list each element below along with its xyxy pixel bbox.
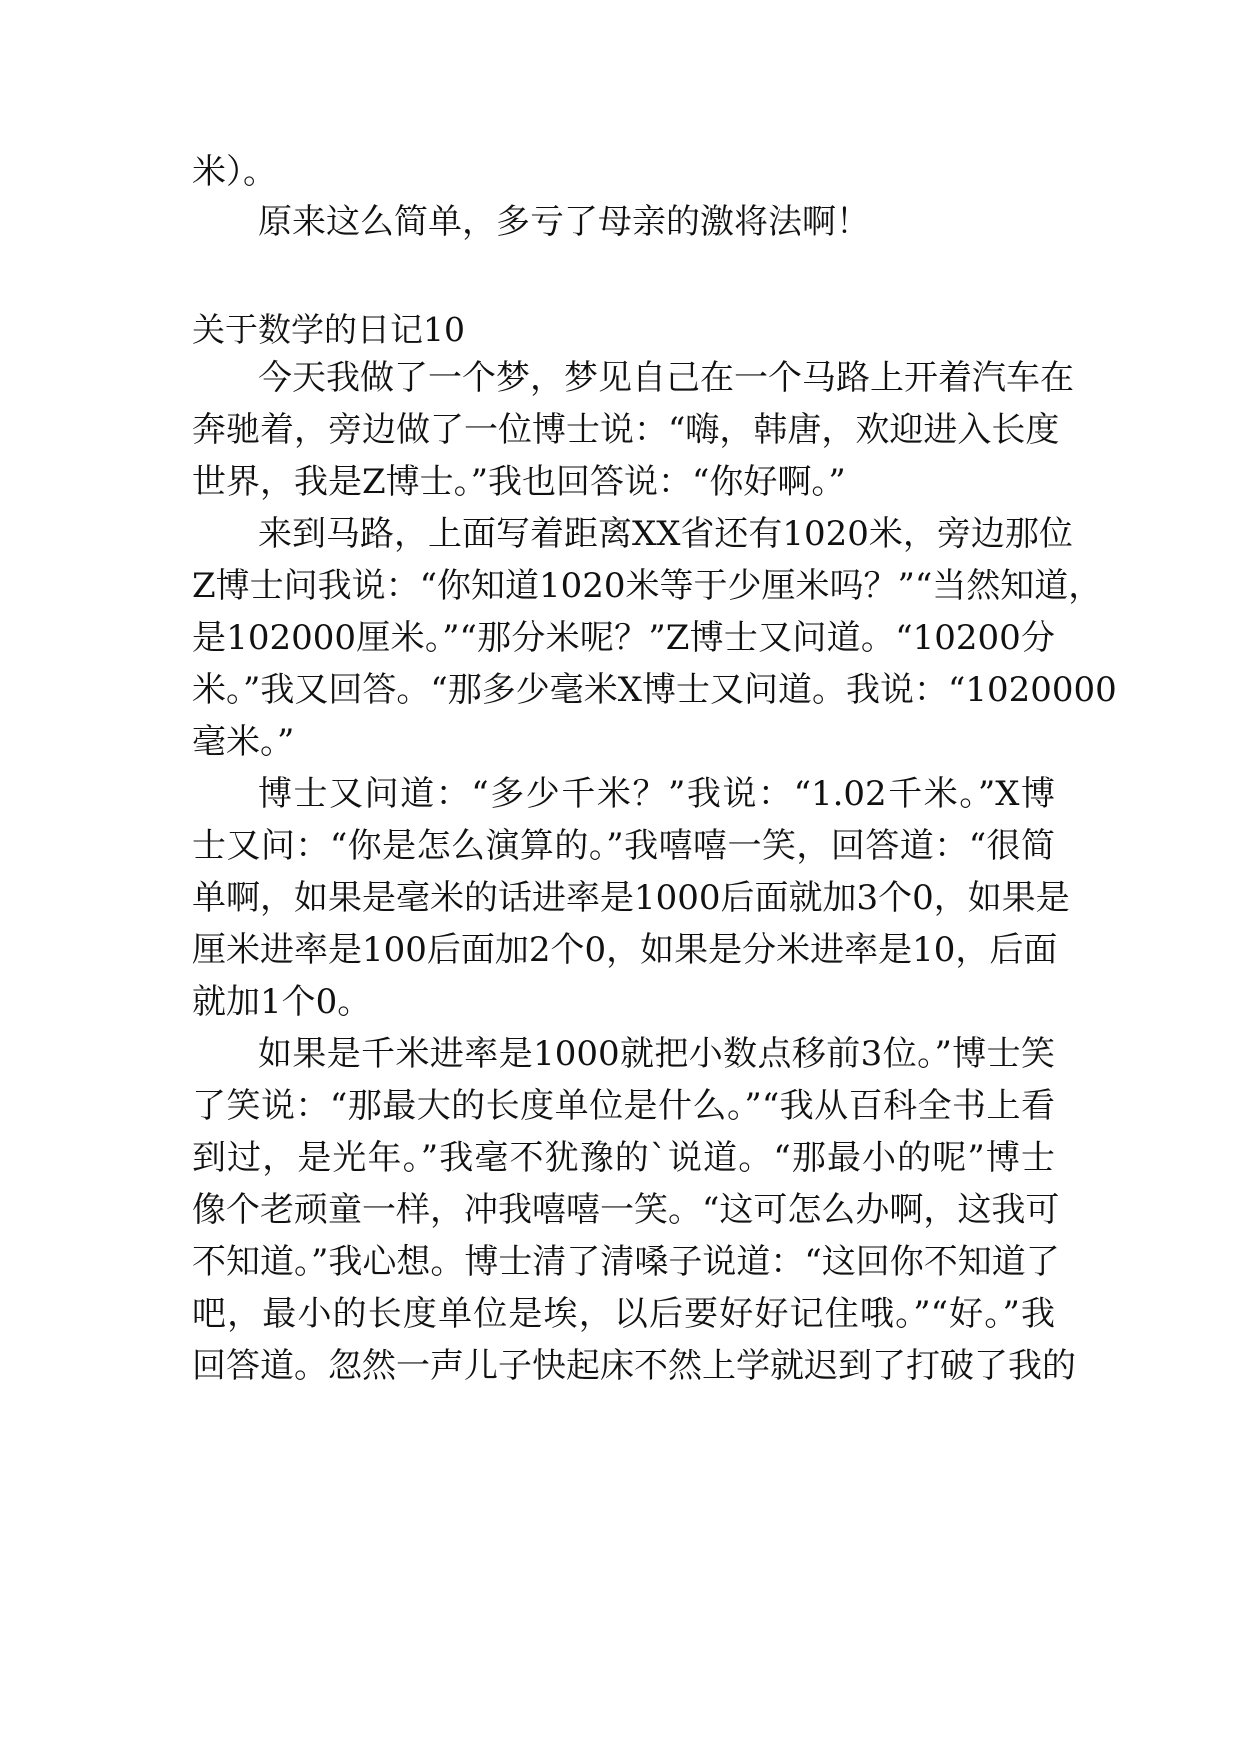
text-line: 不知道。”我心想。博士清了清嗓子说道：“这回你不知道了 — [192, 1242, 1060, 1282]
text-line: 士又问：“你是怎么演算的。”我嘻嘻一笑，回答道：“很简 — [192, 826, 1055, 866]
text-line: Z博士问我说：“你知道1020米等于少厘米吗？”“当然知道， — [192, 566, 1103, 606]
text-line: 就加1个0。 — [192, 982, 372, 1022]
text-line: 单啊，如果是毫米的话进率是1000后面就加3个0，如果是 — [192, 878, 1070, 918]
text-line: 吧，最小的长度单位是埃，以后要好好记住哦。”“好。”我 — [192, 1294, 1055, 1334]
text-line: 到过，是光年。”我毫不犹豫的`说道。“那最小的呢”博士 — [192, 1138, 1055, 1178]
text-line: 如果是千米进率是1000就把小数点移前3位。”博士笑 — [258, 1034, 1055, 1074]
text-line: 今天我做了一个梦，梦见自己在一个马路上开着汽车在 — [258, 358, 1074, 398]
text-line: 奔驰着，旁边做了一位博士说：“嗨，韩唐，欢迎进入长度 — [192, 410, 1060, 450]
text-line: 原来这么简单，多亏了母亲的激将法啊！ — [258, 202, 870, 242]
text-line: 厘米进率是100后面加2个0，如果是分米进率是10，后面 — [192, 930, 1058, 970]
text-line: 是102000厘米。”“那分米呢？”Z博士又问道。“10200分 — [192, 618, 1055, 658]
text-line: 了笑说：“那最大的长度单位是什么。”“我从百科全书上看 — [192, 1086, 1055, 1126]
text-line: 博士又问道：“多少千米？”我说：“1.02千米。”X博 — [258, 774, 1055, 814]
section-heading: 关于数学的日记10 — [192, 310, 465, 349]
text-line: 米）。 — [192, 152, 277, 192]
text-line: 回答道。忽然一声儿子快起床不然上学就迟到了打破了我的 — [192, 1346, 1076, 1386]
text-line: 毫米。” — [192, 722, 295, 762]
text-line: 来到马路，上面写着距离XX省还有1020米，旁边那位 — [258, 514, 1073, 554]
text-line: 像个老顽童一样，冲我嘻嘻一笑。“这可怎么办啊，这我可 — [192, 1190, 1060, 1230]
text-line: 米。”我又回答。“那多少毫米X博士又问道。我说：“1020000 — [192, 670, 1117, 710]
text-line: 世界，我是Z博士。”我也回答说：“你好啊。” — [192, 462, 846, 502]
